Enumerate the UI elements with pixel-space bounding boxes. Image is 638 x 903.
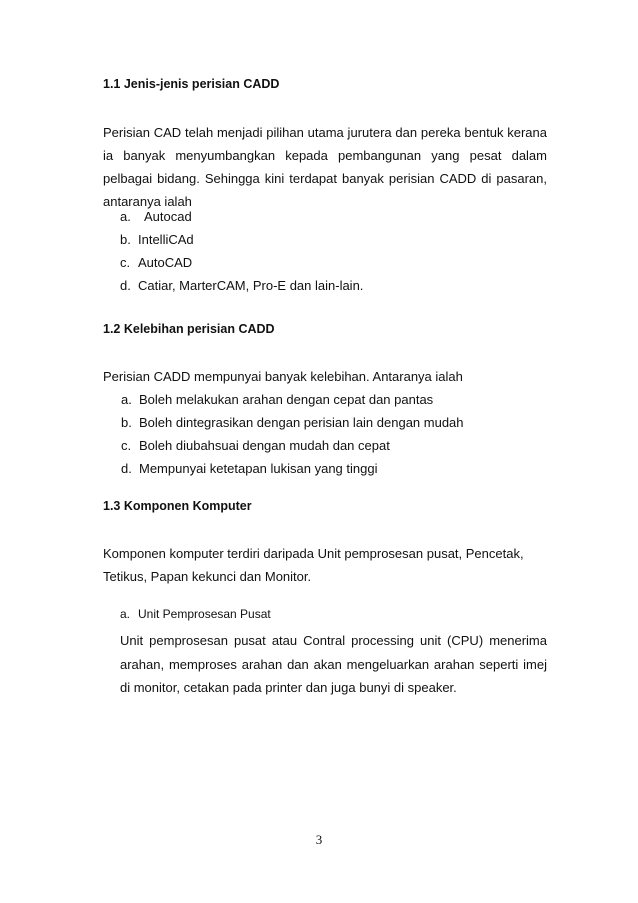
list-item-text: Boleh dintegrasikan dengan perisian lain dengan mudah — [139, 415, 464, 430]
list-marker: c. — [120, 255, 131, 270]
list-item — [120, 251, 363, 274]
section-2-heading: 1.2 Kelebihan perisian CADD — [103, 322, 275, 336]
list-item-text: Boleh melakukan arahan dengan cepat dan pantas — [139, 392, 434, 407]
section-3-paragraph-line-1: Komponen komputer terdiri daripada Unit pemprosesan pusat, Pencetak, — [103, 546, 524, 561]
section-3-paragraph — [103, 542, 547, 588]
subsection-title: Unit Pemprosesan Pusat — [138, 607, 271, 621]
list-item-text: Autocad — [144, 209, 192, 224]
section-1-paragraph: Perisian CAD telah menjadi pilihan utama jurutera dan pereka bentuk kerana ia banyak menyumbangkan kepada pembangunan yang pesat dalam pelbagai bidang. Sehingga kini terdapat banyak perisian CADD di pasaran, antaranya ialah — [103, 125, 547, 209]
list-marker: b. — [120, 232, 131, 247]
list-item-text: Boleh diubahsuai dengan mudah dan cepat — [139, 438, 390, 453]
list-marker: a. — [120, 209, 131, 224]
list-item-text: AutoCAD — [138, 255, 193, 270]
section-3-heading: 1.3 Komponen Komputer — [103, 499, 252, 513]
section-3-paragraph-line-2: Tetikus, Papan kekunci dan Monitor. — [103, 569, 312, 584]
list-item — [120, 228, 363, 251]
section-1-heading: 1.1 Jenis-jenis perisian CADD — [103, 77, 280, 91]
list-item — [121, 388, 464, 411]
list-item — [120, 274, 363, 297]
list-item-text: IntelliCAd — [138, 232, 194, 247]
list-marker: c. — [121, 438, 132, 453]
page-number: 3 — [315, 832, 323, 847]
list-item — [121, 457, 464, 480]
list-item — [121, 411, 464, 434]
list-marker: d. — [121, 461, 132, 476]
list-marker: a. — [121, 392, 132, 407]
advantages-list — [121, 388, 464, 480]
list-item-text: Mempunyai ketetapan lukisan yang tinggi — [139, 461, 378, 476]
subsection-paragraph: Unit pemprosesan pusat atau Contral processing unit (CPU) menerima arahan, memproses arahan dan akan mengeluarkan arahan seperti imej di monitor, cetakan pada printer dan juga bunyi di speaker. — [120, 633, 547, 695]
list-item-text: Catiar, MarterCAM, Pro-E dan lain-lain. — [138, 278, 364, 293]
subsection-marker: a. — [120, 607, 131, 621]
software-list — [120, 205, 363, 297]
list-marker: b. — [121, 415, 132, 430]
list-item — [121, 434, 464, 457]
list-marker: d. — [120, 278, 131, 293]
section-2-paragraph: Perisian CADD mempunyai banyak kelebihan. Antaranya ialah — [103, 369, 463, 384]
subsection-heading — [120, 607, 271, 621]
list-item — [120, 205, 363, 228]
